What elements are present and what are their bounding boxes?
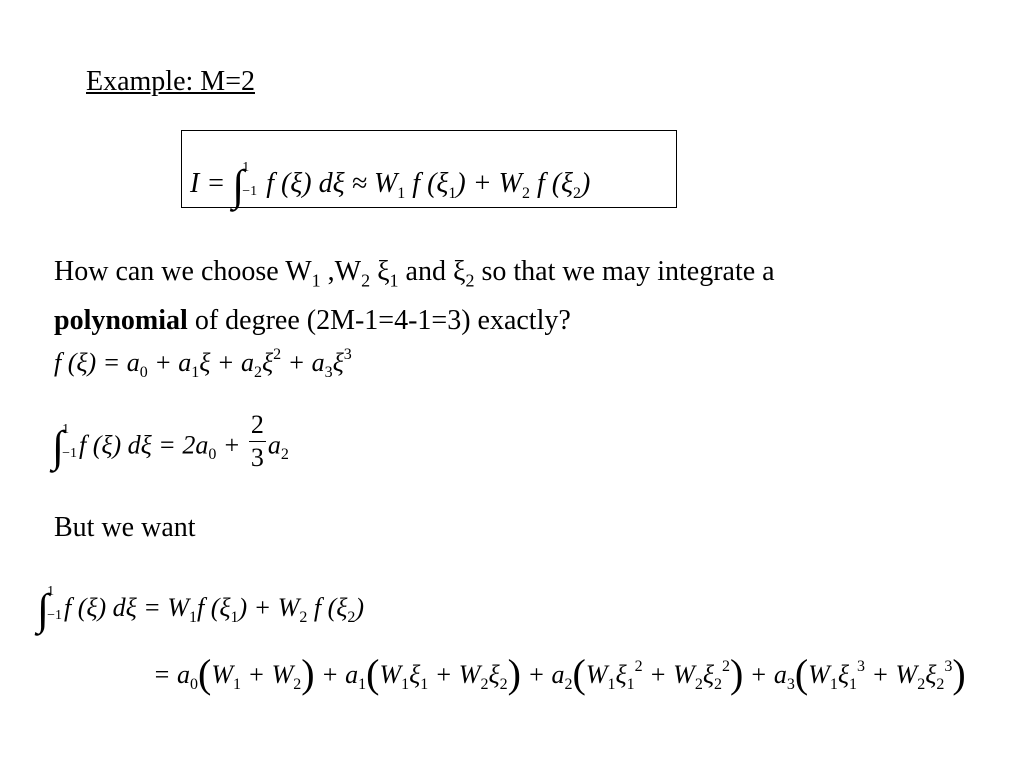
subscript: 1	[191, 364, 200, 381]
exact-integral-equation	[52, 410, 289, 495]
subscript: 2	[299, 609, 308, 626]
subscript: 2	[347, 609, 356, 626]
polynomial-equation	[54, 346, 352, 381]
eq-term: ) + W	[238, 593, 300, 622]
subscript: 1	[230, 609, 239, 626]
eq-term: ξ	[409, 660, 421, 689]
paren: )	[729, 651, 744, 696]
eq-term: ξ	[332, 348, 344, 377]
fraction	[249, 409, 266, 474]
subscript: 1	[848, 676, 857, 693]
subscript: 1	[358, 676, 367, 693]
eq-term: + a	[520, 660, 565, 689]
eq-term: ξ	[488, 660, 500, 689]
subscript: 0	[139, 364, 148, 381]
question-paragraph	[54, 252, 994, 341]
eq-term: + a	[314, 660, 359, 689]
subscript: 1	[448, 185, 457, 202]
eq-term: f (ξ	[313, 593, 348, 622]
eq-term: f (ξ	[412, 168, 449, 199]
eq-term: )	[581, 168, 591, 199]
superscript: 3	[856, 658, 865, 675]
paren: (	[572, 651, 586, 696]
eq-term: W	[379, 660, 402, 689]
eq-term: + W	[642, 660, 695, 689]
eq-term: ) + W	[456, 168, 522, 199]
integral-sign: ∫	[232, 161, 245, 210]
text-span: of degree (2M-1=4-1=3) exactly?	[187, 304, 571, 336]
integral-limits	[242, 156, 257, 204]
slide-title: Example: M=2	[86, 66, 255, 97]
subscript: 2	[936, 676, 945, 693]
upper-limit: 1	[242, 159, 250, 175]
subscript: 3	[786, 676, 795, 693]
subscript: 2	[917, 676, 926, 693]
text-span: and ξ	[398, 256, 466, 287]
integral-sign: ∫	[52, 422, 65, 472]
subscript: 1	[389, 270, 399, 291]
integral-limits	[62, 418, 77, 466]
eq-term: f (ξ	[196, 593, 231, 622]
subscript: 1	[233, 676, 242, 693]
superscript: 3	[944, 658, 953, 675]
subscript: 2	[713, 676, 722, 693]
eq-term: f (ξ	[536, 168, 574, 199]
subscript: 1	[188, 609, 197, 626]
subscript: 2	[253, 364, 262, 381]
subscript: 1	[311, 270, 321, 291]
lower-limit: −1	[62, 445, 77, 461]
numerator: 2	[249, 409, 266, 442]
subscript: 3	[324, 364, 333, 381]
eq-term: = a	[153, 660, 191, 689]
subscript: 0	[208, 446, 217, 464]
subscript: 0	[190, 676, 199, 693]
eq-term: f (ξ) dξ = 2a	[78, 430, 209, 460]
superscript: 2	[634, 658, 643, 675]
eq-term: W	[585, 660, 608, 689]
subscript: 2	[564, 676, 573, 693]
eq-integrand: f (ξ) dξ ≈ W	[266, 168, 398, 199]
subscript: 2	[293, 676, 302, 693]
eq-term: + W	[428, 660, 481, 689]
subscript: 2	[499, 676, 508, 693]
integral-limits	[47, 580, 62, 628]
quadrature-equation	[190, 156, 590, 210]
eq-term: ξ	[837, 660, 849, 689]
eq-term: +	[216, 430, 241, 460]
upper-limit: 1	[62, 421, 70, 437]
text-span: ξ	[370, 256, 390, 287]
eq-term: + W	[241, 660, 294, 689]
eq-term: ξ	[615, 660, 627, 689]
eq-term: f (ξ) = a	[54, 348, 140, 377]
eq-term: ξ + a	[199, 348, 254, 377]
superscript: 3	[343, 346, 352, 363]
text-span: How can we choose W	[54, 256, 312, 287]
eq-term: )	[355, 593, 365, 622]
eq-term: + W	[864, 660, 918, 689]
paren: )	[301, 651, 315, 696]
superscript: 2	[273, 346, 282, 363]
subscript: 2	[521, 185, 530, 202]
subscript: 2	[280, 446, 289, 464]
subscript: 2	[694, 676, 703, 693]
expanded-equation	[153, 650, 966, 696]
but-we-want-text: But we want	[54, 512, 196, 543]
text-span: so that we may integrate a	[474, 256, 775, 287]
boxed-quadrature-formula	[181, 130, 677, 208]
eq-term: W	[211, 660, 234, 689]
eq-term: ξ	[702, 660, 714, 689]
denominator: 3	[250, 443, 264, 472]
subscript: 1	[607, 676, 616, 693]
subscript: 2	[573, 185, 582, 202]
eq-term: + a	[147, 348, 192, 377]
subscript: 1	[397, 185, 406, 202]
subscript: 2	[361, 270, 371, 291]
subscript: 1	[420, 676, 429, 693]
quadrature-want-equation	[37, 580, 364, 634]
paren: (	[366, 651, 380, 696]
superscript: 2	[721, 658, 730, 675]
eq-term: + a	[281, 348, 325, 377]
paren: )	[507, 651, 521, 696]
subscript: 2	[465, 270, 475, 291]
paren: )	[952, 651, 966, 696]
paren: (	[198, 651, 212, 696]
eq-term: ξ	[925, 660, 937, 689]
eq-lhs: I =	[190, 168, 226, 199]
subscript: 1	[626, 676, 635, 693]
integral-sign: ∫	[37, 585, 50, 634]
paren: (	[794, 651, 809, 696]
eq-term: a	[267, 430, 281, 460]
upper-limit: 1	[47, 584, 55, 600]
eq-term: ξ	[261, 348, 274, 377]
eq-term: W	[808, 660, 830, 689]
subscript: 1	[829, 676, 838, 693]
subscript: 1	[401, 676, 410, 693]
bold-word: polynomial	[54, 304, 188, 336]
lower-limit: −1	[47, 608, 62, 624]
eq-term: + a	[743, 660, 787, 689]
eq-term: f (ξ) dξ = W	[63, 593, 189, 622]
text-span: ,W	[320, 256, 362, 287]
subscript: 2	[480, 676, 489, 693]
lower-limit: −1	[242, 183, 258, 199]
